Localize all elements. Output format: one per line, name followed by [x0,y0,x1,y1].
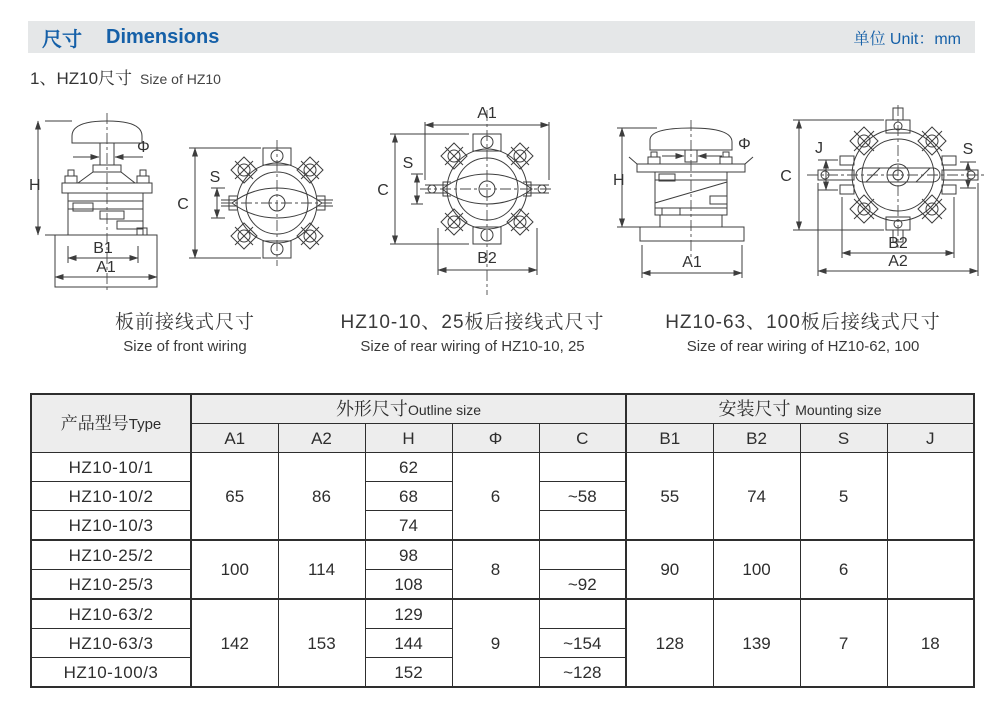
section-title [30,64,221,89]
cell-phi: 6 [452,453,539,541]
cell-type: HZ10-25/2 [31,540,191,570]
cell-c: ~154 [539,629,626,658]
face-view [793,108,978,276]
header-mounting-cn: 安装尺寸 [718,399,791,419]
dim-label-phi: Φ [738,136,751,153]
dim-label-b2: B2 [888,235,908,252]
dim-label-j: J [815,140,823,157]
caption-en: Size of rear wiring of HZ10-62, 100 [686,338,920,355]
cell-b2: 139 [713,599,800,687]
cell-type: HZ10-25/3 [31,570,191,600]
col-b1: B1 [626,424,713,453]
dim-label-a2: A2 [888,253,908,270]
cell-h: 98 [365,540,452,570]
cell-a2: 153 [278,599,365,687]
dim-label-phi: Φ [137,139,150,156]
cell-c [539,511,626,541]
dim-label-c: C [780,168,792,185]
dim-label-a1: A1 [96,259,116,276]
table-header-group-row [31,394,974,424]
cell-c [539,599,626,629]
cell-h: 68 [365,482,452,511]
cell-s: 7 [800,599,887,687]
dim-label-a1: A1 [477,105,497,122]
section-title-en: Size of HZ10 [140,71,221,87]
table-row [31,540,974,570]
cell-h: 108 [365,570,452,600]
caption-cn: HZ10-10、25板后接线式尺寸 [340,312,605,333]
cell-phi: 9 [452,599,539,687]
cell-h: 74 [365,511,452,541]
section-title-cn: 1、HZ10尺寸 [30,69,133,88]
header-type-en: Type [128,416,162,433]
cell-a1: 142 [191,599,278,687]
cell-h: 152 [365,658,452,688]
col-a2: A2 [278,424,365,453]
cell-type: HZ10-10/2 [31,482,191,511]
col-a1: A1 [191,424,278,453]
caption-en: Size of front wiring [123,338,247,355]
cell-phi: 8 [452,540,539,599]
cell-j [887,540,974,599]
cell-b1: 90 [626,540,713,599]
cell-b1: 55 [626,453,713,541]
dim-label-b2: B2 [477,250,497,267]
cell-type: HZ10-10/1 [31,453,191,482]
cell-j: 18 [887,599,974,687]
cell-type: HZ10-63/2 [31,599,191,629]
col-b2: B2 [713,424,800,453]
cell-c [539,540,626,570]
cell-type: HZ10-100/3 [31,658,191,688]
header-outline-cn: 外形尺寸 [335,399,408,419]
caption-cn: 板前接线式尺寸 [114,312,255,333]
caption-front-wiring [30,307,340,355]
dim-label-s: S [962,141,974,158]
col-s: S [800,424,887,453]
unit-label: 单位 Unit：mm [853,30,961,48]
drawing-front-wiring [25,100,340,305]
cell-a1: 65 [191,453,278,541]
drawing-rear-wiring-large [612,100,988,305]
cell-a2: 114 [278,540,365,599]
cell-s: 5 [800,453,887,541]
dim-label-s: S [209,169,221,186]
dim-label-a1: A1 [682,254,702,271]
dim-label-h: H [29,177,41,194]
title-bar [28,21,975,53]
header-mounting-en: Mounting size [795,402,882,418]
caption-rear-wiring-small [325,307,620,355]
cell-type: HZ10-63/3 [31,629,191,658]
header-type-cn: 产品型号 [60,414,129,433]
col-h: H [365,424,452,453]
header-outline-en: Outline size [407,402,482,418]
page-title-en: Dimensions [106,25,220,48]
caption-rear-wiring-large [628,307,978,355]
dimensions-table [30,393,975,688]
header-type [31,394,191,453]
header-outline-size [191,394,626,424]
dim-label-c: C [377,182,389,199]
header-mounting-size [626,394,974,424]
col-c: C [539,424,626,453]
cell-h: 129 [365,599,452,629]
dim-label-s: S [402,155,414,172]
cell-c [539,453,626,482]
dim-label-c: C [177,196,189,213]
cell-b2: 74 [713,453,800,541]
caption-cn: HZ10-63、100板后接线式尺寸 [665,312,941,333]
cell-type: HZ10-10/3 [31,511,191,541]
dim-label-b1: B1 [93,240,113,257]
cell-a1: 100 [191,540,278,599]
col-phi: Φ [452,424,539,453]
cell-j [887,453,974,541]
col-j: J [887,424,974,453]
cell-s: 6 [800,540,887,599]
cell-c: ~92 [539,570,626,600]
cell-h: 144 [365,629,452,658]
table-row [31,599,974,629]
cell-b2: 100 [713,540,800,599]
page-title-cn: 尺寸 [42,28,82,51]
cell-c: ~128 [539,658,626,688]
cell-c: ~58 [539,482,626,511]
face-view [390,122,549,275]
dim-label-h: H [613,172,625,189]
cell-b1: 128 [626,599,713,687]
cell-a2: 86 [278,453,365,541]
table-row [31,453,974,482]
cell-h: 62 [365,453,452,482]
caption-en: Size of rear wiring of HZ10-10, 25 [360,338,585,355]
drawing-rear-wiring-small [340,100,620,305]
